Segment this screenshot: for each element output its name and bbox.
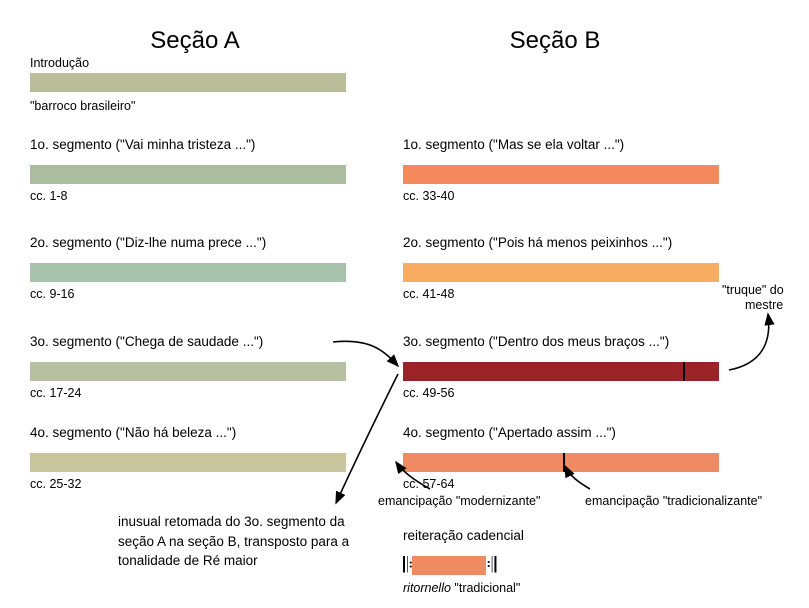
coda-caption-rest: "tradicional"	[450, 581, 521, 595]
repeat-sign-left-icon: 𝄆	[403, 553, 413, 577]
coda-caption	[403, 580, 520, 596]
a-seg2-title: 2o. segmento ("Diz-lhe numa prece ...")	[30, 235, 267, 250]
intro-measures: "barroco brasileiro"	[30, 99, 136, 113]
a-seg3-bar	[30, 362, 346, 381]
truque-annotation-line1: "truque" do	[722, 283, 784, 297]
a-seg1-bar	[30, 165, 346, 184]
b-seg1-bar	[403, 165, 719, 184]
coda-bar-group	[403, 553, 496, 577]
b-seg4-bar	[403, 453, 719, 472]
b-seg1-title: 1o. segmento ("Mas se ela voltar ...")	[403, 137, 625, 152]
a-seg1-title: 1o. segmento ("Vai minha tristeza ...")	[30, 137, 256, 152]
b-seg2-bar	[403, 263, 719, 282]
b-seg4-title: 4o. segmento ("Apertado assim ...")	[403, 425, 616, 440]
b-seg4-divider	[563, 453, 565, 472]
coda-title: reiteração cadencial	[403, 528, 524, 543]
a-seg1-measures: cc. 1-8	[30, 189, 68, 203]
a-seg4-title: 4o. segmento ("Não há beleza ...")	[30, 425, 237, 440]
b-seg2-title: 2o. segmento ("Pois há menos peixinhos ...")	[403, 235, 673, 250]
a-seg4-measures: cc. 25-32	[30, 477, 82, 491]
intro-bar	[30, 73, 346, 92]
section-b-title: Seção B	[509, 27, 601, 54]
repeat-sign-right-icon: 𝄇	[486, 553, 496, 577]
coda-bar	[412, 556, 486, 575]
truque-annotation-line2: mestre	[745, 298, 784, 312]
b-seg3-divider	[683, 362, 685, 381]
a-seg3-title: 3o. segmento ("Chega de saudade ...")	[30, 334, 264, 349]
b-seg2-measures: cc. 41-48	[403, 287, 455, 301]
section-a-title: Seção A	[150, 27, 240, 54]
b-seg4-measures: cc. 57-64	[403, 477, 455, 491]
b-seg3-measures: cc. 49-56	[403, 386, 455, 400]
a-seg4-bar	[30, 453, 346, 472]
arrow-b3-to-note	[336, 374, 398, 503]
intro-title: Introdução	[30, 56, 90, 70]
coda-caption-italic: ritornello	[403, 581, 451, 595]
arrow-truque	[729, 314, 769, 370]
b-seg1-measures: cc. 33-40	[403, 189, 455, 203]
b-seg3-bar	[403, 362, 719, 381]
retomada-annotation: inusual retomada do 3o. segmento da seção A na seção B, transposto para a tonalidade de Ré maior	[118, 514, 350, 569]
a-seg2-bar	[30, 263, 346, 282]
a-seg3-measures: cc. 17-24	[30, 386, 82, 400]
emancipacao-tradicionalizante-annotation: emancipação "tradicionalizante"	[585, 494, 763, 508]
b-seg3-title: 3o. segmento ("Dentro dos meus braços ...")	[403, 334, 670, 349]
emancipacao-modernizante-annotation: emancipação "modernizante"	[378, 494, 541, 508]
a-seg2-measures: cc. 9-16	[30, 287, 75, 301]
